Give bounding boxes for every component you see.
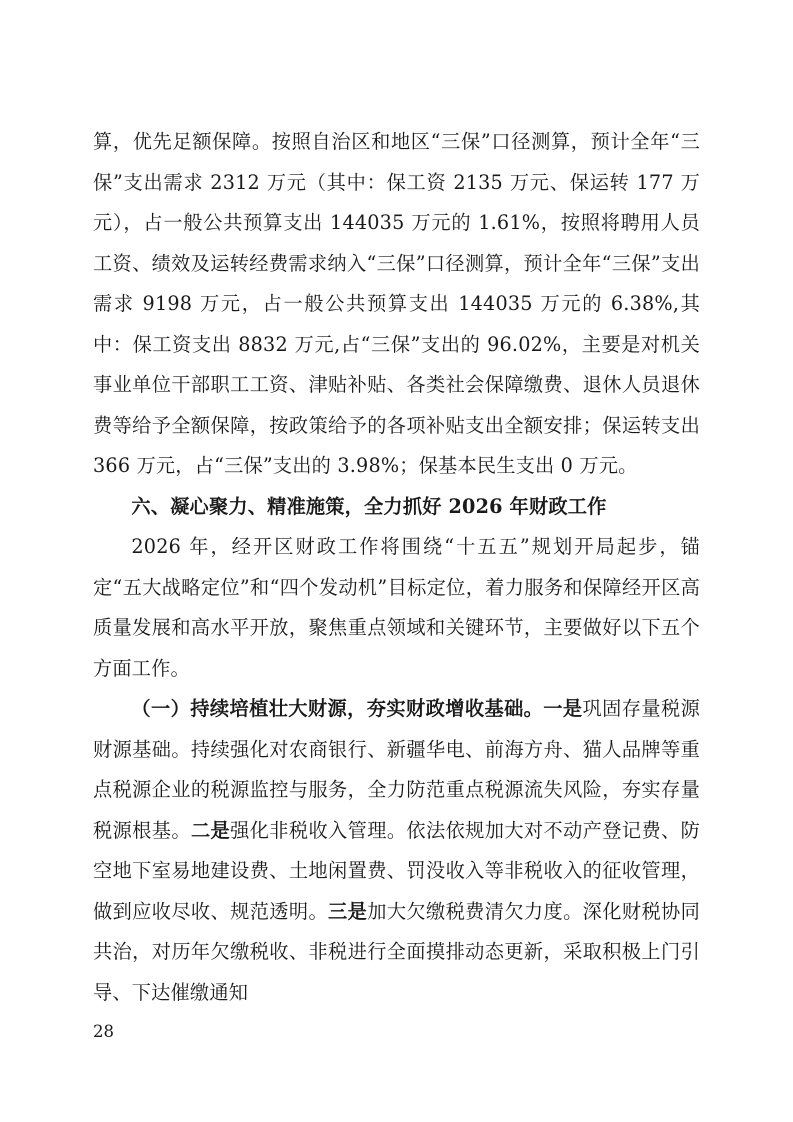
subsection-one-title: （一）持续培植壮大财源，夯实财政增收基础。 xyxy=(131,697,544,720)
page-number: 28 xyxy=(93,1022,114,1041)
paragraph-sanbao-budget: 算，优先足额保障。按照自治区和地区“三保”口径测算，预计全年“三保”支出需求 2312 万元（其中：保工资 2135 万元、保运转 177 万元），占一般公共预算支出 144035 万元的 1.61%，按照将聘用人员工资、绩效及运转经费需求纳入“三保”口径测算，预计全年“三保”支出需求 9198 万元，占一般公共预算支出 144035 万元的 6.38%,其中：保工资支出 8832 万元,占“三保”支出的 96.02%，主要是对机关事业单位干部职工工资、津贴补贴、各类社会保障缴费、退休人员退休费等给予全额保障，按政策给予的各项补贴支出全额安排；保运转支出 366 万元，占“三保”支出的 3.98%；保基本民生支出 0 万元。 xyxy=(93,130,700,477)
run-yishi: 一是 xyxy=(543,697,583,720)
page-content xyxy=(93,122,700,1013)
run-yishi-body: 巩固存量税源财源基础。持续强化对农商银行、新疆华电、前海方舟、猫人品牌等重点税源企业的税源监控与服务，全力防范重点税源流失风险，夯实存量税源根基。 xyxy=(93,697,700,842)
section-heading-six: 六、凝心聚力、精准施策，全力抓好 2026 年财政工作 xyxy=(131,494,607,518)
run-ershi-body: 强化非税收入管理。依法依规加大对不动产登记费、防空地下室易地建设费、土地闲置费、罚没收入等非税收入的征收管理，做到应收尽收、规范透明。 xyxy=(93,818,700,923)
subsection-one-paragraph xyxy=(93,689,700,1013)
run-sanshi-body: 加大欠缴税费清欠力度。深化财税协同共治，对历年欠缴税收、非税进行全面摸排动态更新，采取积极上门引导、下达催缴通知 xyxy=(93,899,701,1004)
run-sanshi: 三是 xyxy=(328,899,368,923)
run-ershi: 二是 xyxy=(190,818,231,842)
section-intro-paragraph: 2026 年，经开区财政工作将围绕“十五五”规划开局起步，锚定“五大战略定位”和“四个发动机”目标定位，着力服务和保障经开区高质量发展和高水平开放，聚焦重点领域和关键环节，主要做好以下五个方面工作。 xyxy=(93,535,700,680)
